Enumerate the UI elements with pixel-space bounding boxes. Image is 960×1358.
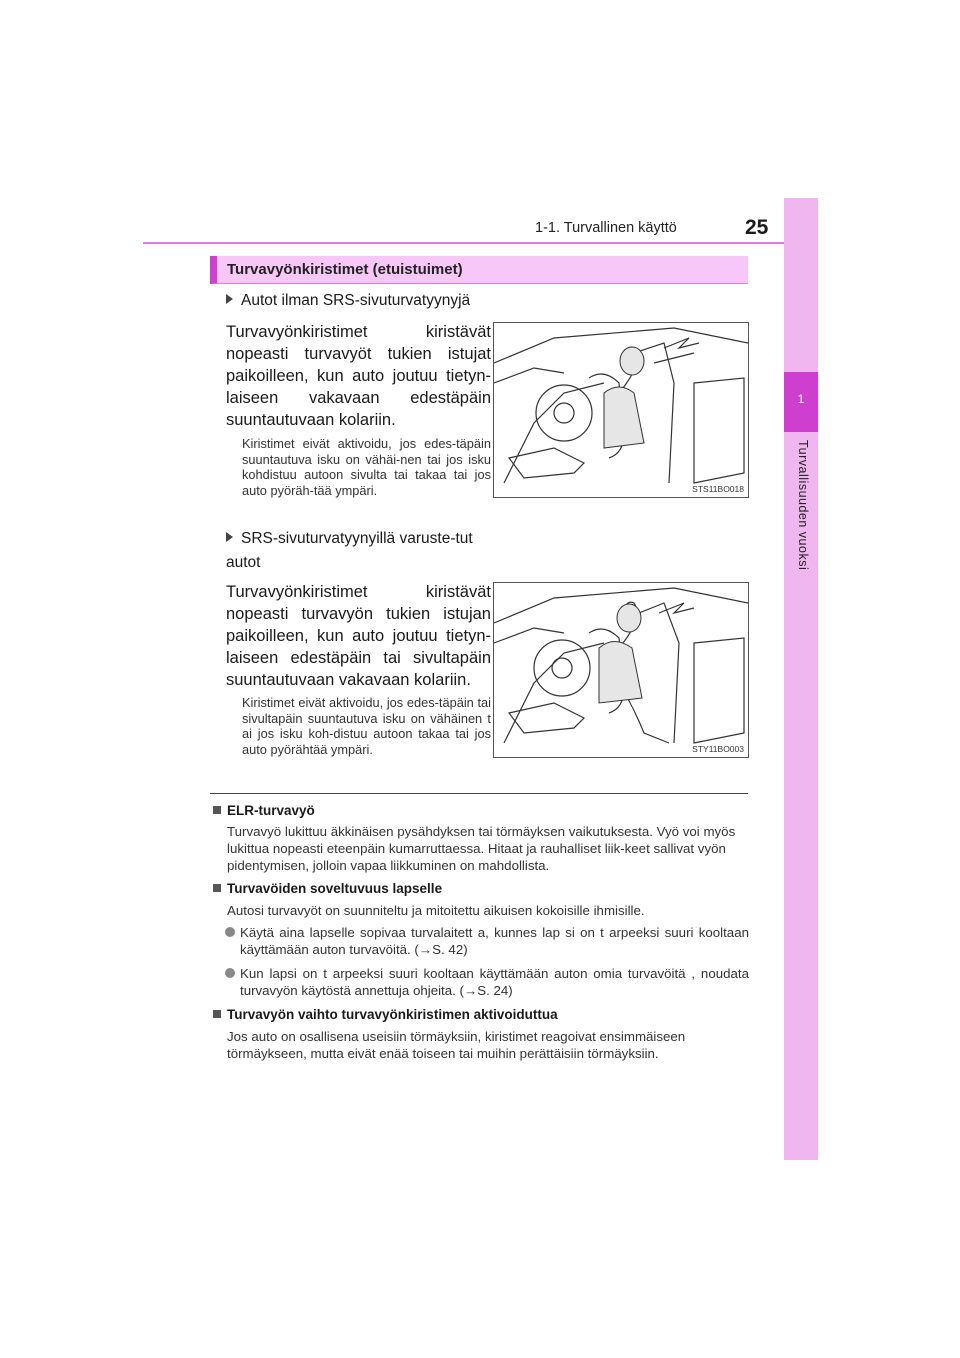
body-paragraph: Turvavyönkiristimet kiristävät nopeasti turvavyön tukien istujan paikoilleen, kun auto joutuu tietyn-laiseen edestäpäin tai sivultapäin suuntautuvaan vakavaan kolariin.: [226, 583, 491, 689]
info-title: Turvavyön vaihto turvavyönkiristimen aktivoiduttua: [227, 1007, 558, 1022]
car-interior-illustration: [494, 583, 748, 757]
page-number: 25: [745, 216, 769, 239]
section-heading-text: Turvavyönkiristimet (etuistuimet): [227, 261, 463, 278]
triangle-bullet-icon: [226, 532, 233, 542]
list-item: Käytä aina lapselle sopivaa turvalaitett a, kunnes lap si on t arpeeksi suuri kooltaan käyttämään auton turvavöitä. (→S. 42): [240, 925, 749, 957]
info-paragraph: Autosi turvavyöt on suunniteltu ja mitoitettu aikuisen kokoisille ihmisille.: [227, 903, 645, 918]
note-paragraph: Kiristimet eivät aktivoidu, jos edes-täpäin suuntautuva isku on vähäi-nen tai jos isku kohdistuu autoon sivulta tai takaa tai jos auto pyöräh-tää ympäri.: [242, 436, 491, 498]
circle-bullet-icon: [225, 968, 235, 978]
subheading-text: SRS-sivuturvatyynyillä varuste-tut autot: [226, 530, 473, 571]
section-heading: [210, 256, 748, 284]
square-bullet-icon: [213, 806, 221, 814]
info-heading-child-suitability: [213, 881, 442, 896]
subheading-no-side-airbags: [226, 292, 491, 310]
info-paragraph: Jos auto on osallisena useisiin törmäyksiin, kiristimet reagoivat ensimmäiseen törmäykseen, mutta eivät enää toiseen tai muihin perättäisiin törmäyksiin.: [227, 1029, 686, 1061]
info-paragraph: Turvavyö lukittuu äkkinäisen pysähdyksen tai törmäyksen vaikutuksesta. Vyö voi myös lukittua nopeasti eteenpäin kumarruttaessa. Hitaat ja rauhalliset liik-keet sallivat vyön pidentymisen, jolloin vapaa liikkuminen on mahdollista.: [227, 824, 736, 873]
illustration-seatbelt-pretensioner-side: [493, 582, 749, 758]
note-paragraph: Kiristimet eivät aktivoidu, jos edes-täpäin tai sivultapäin suuntautuva isku on vähäinen t ai jos isku koh-distuu autoon takaa tai jos auto pyörähtää ympäri.: [242, 695, 491, 757]
info-heading-replacement: [213, 1007, 558, 1022]
info-title: Turvavöiden soveltuvuus lapselle: [227, 881, 443, 896]
circle-bullet-icon: [225, 927, 235, 937]
list-item: Kun lapsi on t arpeeksi suuri kooltaan käyttämään auton omia turvavöitä , noudata turvavyön käytöstä annettuja ohjeita. (→S. 24): [240, 966, 749, 998]
info-title: ELR-turvavyö: [227, 803, 315, 818]
square-bullet-icon: [213, 1010, 221, 1018]
chapter-tab[interactable]: [784, 372, 818, 432]
section-reference: 1-1. Turvallinen käyttö: [535, 220, 677, 236]
side-tab-upper: [784, 198, 818, 372]
section-divider: [210, 793, 748, 794]
illustration-code: STS11BO018: [692, 484, 744, 494]
chapter-title: Turvallisuuden vuoksi: [796, 440, 810, 571]
chapter-number: 1: [797, 392, 805, 406]
triangle-bullet-icon: [226, 294, 233, 304]
illustration-code: STY11BO003: [692, 744, 744, 754]
subheading-text: Autot ilman SRS-sivuturvatyynyjä: [241, 292, 471, 309]
subheading-with-side-airbags: [226, 527, 491, 575]
header-rule: [143, 242, 818, 244]
car-interior-illustration: [494, 323, 748, 497]
body-paragraph: Turvavyönkiristimet kiristävät nopeasti turvavyöt tukien istujat paikoilleen, kun auto joutuu tietyn-laiseen vakavaan edestäpäin suuntautuvaan kolariin.: [226, 323, 491, 429]
info-heading-elr: [213, 803, 315, 818]
illustration-seatbelt-pretensioner: [493, 322, 749, 498]
square-bullet-icon: [213, 884, 221, 892]
